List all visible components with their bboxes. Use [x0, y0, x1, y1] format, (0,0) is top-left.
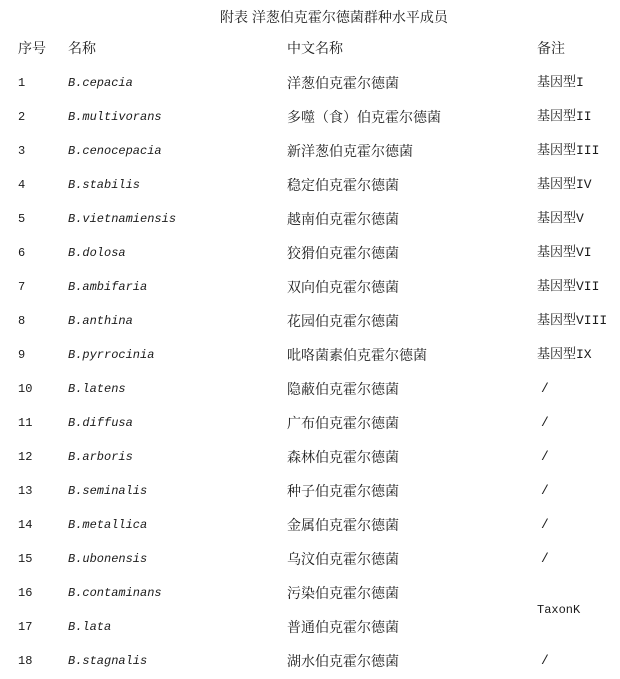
note: 基因型IV: [537, 177, 592, 192]
table-row: [0, 236, 620, 270]
table-row: [0, 66, 620, 100]
chinese-name: 广布伯克霍尔德菌: [287, 415, 399, 431]
note: /: [541, 517, 549, 532]
scientific-name: B.latens: [68, 382, 126, 396]
table-row: [0, 304, 620, 338]
chinese-name: 种子伯克霍尔德菌: [287, 483, 399, 499]
table-row: [0, 406, 620, 440]
scientific-name: B.contaminans: [68, 586, 162, 600]
row-number: 12: [18, 450, 33, 464]
row-number: 8: [18, 314, 26, 328]
header-number: 序号: [18, 40, 46, 56]
row-number: 7: [18, 280, 26, 294]
row-number: 16: [18, 586, 33, 600]
chinese-name: 稳定伯克霍尔德菌: [287, 177, 399, 193]
scientific-name: B.seminalis: [68, 484, 148, 498]
chinese-name: 污染伯克霍尔德菌: [287, 585, 399, 601]
table-row: [0, 134, 620, 168]
table-row: [0, 610, 620, 644]
row-number: 9: [18, 348, 26, 362]
row-number: 5: [18, 212, 26, 226]
scientific-name: B.pyrrocinia: [68, 348, 155, 362]
table-row: [0, 508, 620, 542]
header-chinese-name: 中文名称: [287, 40, 343, 56]
note: 基因型V: [537, 211, 584, 226]
note: /: [541, 449, 549, 464]
row-number: 18: [18, 654, 33, 668]
table-row: [0, 644, 620, 678]
note: 基因型III: [537, 143, 600, 158]
scientific-name: B.dolosa: [68, 246, 126, 260]
header-note: 备注: [537, 40, 565, 56]
merged-note-cell: TaxonK: [537, 603, 581, 617]
row-number: 15: [18, 552, 33, 566]
note: 基因型VI: [537, 245, 592, 260]
row-number: 6: [18, 246, 26, 260]
row-number: 4: [18, 178, 26, 192]
table-row: [0, 542, 620, 576]
scientific-name: B.stabilis: [68, 178, 141, 192]
note: 基因型I: [537, 75, 584, 90]
chinese-name: 花园伯克霍尔德菌: [287, 313, 399, 329]
table-row: [0, 100, 620, 134]
row-number: 11: [18, 416, 33, 430]
chinese-name: 越南伯克霍尔德菌: [287, 211, 399, 227]
scientific-name: B.metallica: [68, 518, 148, 532]
scientific-name: B.ubonensis: [68, 552, 148, 566]
row-number: 1: [18, 76, 26, 90]
table-header-row: [0, 31, 620, 65]
scientific-name: B.anthina: [68, 314, 133, 328]
row-number: 13: [18, 484, 33, 498]
note: 基因型VIII: [537, 313, 608, 328]
scientific-name: B.arboris: [68, 450, 133, 464]
chinese-name: 湖水伯克霍尔德菌: [287, 653, 399, 669]
table-row: [0, 270, 620, 304]
scientific-name: B.lata: [68, 620, 112, 634]
chinese-name: 隐蔽伯克霍尔德菌: [287, 381, 399, 397]
scientific-name: B.cepacia: [68, 76, 133, 90]
note: /: [541, 381, 549, 396]
row-number: 14: [18, 518, 33, 532]
chinese-name: 多噬（食）伯克霍尔德菌: [287, 109, 441, 125]
chinese-name: 森林伯克霍尔德菌: [287, 449, 399, 465]
table-title: 附表 洋葱伯克霍尔德菌群种水平成员: [220, 9, 448, 25]
table-row: [0, 338, 620, 372]
scientific-name: B.multivorans: [68, 110, 162, 124]
scientific-name: B.cenocepacia: [68, 144, 162, 158]
table-row: [0, 168, 620, 202]
note: 基因型VII: [537, 279, 600, 294]
note: /: [541, 653, 549, 668]
header-name: 名称: [68, 40, 96, 56]
row-number: 17: [18, 620, 33, 634]
chinese-name: 普通伯克霍尔德菌: [287, 619, 399, 635]
chinese-name: 狡猾伯克霍尔德菌: [287, 245, 399, 261]
table-row: [0, 202, 620, 236]
chinese-name: 吡咯菌素伯克霍尔德菌: [287, 347, 427, 363]
table-row: [0, 440, 620, 474]
note: /: [541, 551, 549, 566]
scientific-name: B.diffusa: [68, 416, 133, 430]
scientific-name: B.stagnalis: [68, 654, 148, 668]
chinese-name: 金属伯克霍尔德菌: [287, 517, 399, 533]
chinese-name: 双向伯克霍尔德菌: [287, 279, 399, 295]
table-row: [0, 474, 620, 508]
chinese-name: 新洋葱伯克霍尔德菌: [287, 143, 413, 159]
note: /: [541, 483, 549, 498]
scientific-name: B.vietnamiensis: [68, 212, 177, 226]
note: /: [541, 415, 549, 430]
row-number: 3: [18, 144, 26, 158]
scientific-name: B.ambifaria: [68, 280, 148, 294]
chinese-name: 洋葱伯克霍尔德菌: [287, 75, 399, 91]
note: 基因型II: [537, 109, 592, 124]
chinese-name: 乌汶伯克霍尔德菌: [287, 551, 399, 567]
row-number: 10: [18, 382, 33, 396]
table-row: [0, 576, 620, 610]
row-number: 2: [18, 110, 26, 124]
note: 基因型IX: [537, 347, 592, 362]
table-row: [0, 372, 620, 406]
